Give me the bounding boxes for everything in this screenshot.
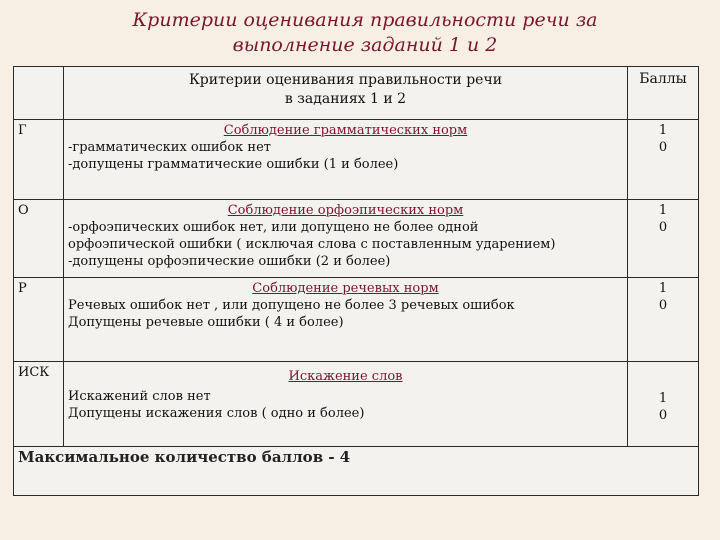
- max-score-cell: [14, 447, 699, 496]
- row-content: [64, 200, 628, 278]
- points-value: 0: [658, 140, 668, 155]
- row-content: [64, 362, 628, 447]
- max-score-text: Максимальное количество баллов - 4: [18, 448, 351, 466]
- criterion-line: -допущены орфоэпические ошибки (2 и более): [68, 254, 391, 269]
- section-title: Соблюдение орфоэпических норм: [227, 203, 464, 218]
- points-value: 0: [658, 408, 668, 423]
- header-empty-cell: [14, 67, 64, 120]
- criterion-line: -грамматических ошибок нет: [68, 140, 271, 155]
- row-code: Г: [14, 120, 64, 200]
- header-points-cell: Баллы: [628, 67, 699, 120]
- criterion-line: Искажений слов нет: [68, 389, 211, 404]
- criterion-line: Допущены искажения слов ( одно и более): [68, 406, 365, 421]
- row-points: [628, 278, 699, 362]
- section-title: Искажение слов: [288, 369, 403, 384]
- table-row: [14, 200, 699, 278]
- table-row: [14, 362, 699, 447]
- row-content: [64, 120, 628, 200]
- slide-title-line: Критерии оценивания правильности речи за: [132, 9, 598, 31]
- table-row: [14, 278, 699, 362]
- points-value: 1: [658, 281, 668, 296]
- points-value: 1: [658, 123, 668, 138]
- slide-title-line: выполнение заданий 1 и 2: [232, 34, 498, 56]
- header-criteria-cell: [64, 67, 628, 120]
- points-value: 0: [658, 298, 668, 313]
- section-title: Соблюдение грамматических норм: [223, 123, 468, 138]
- criterion-line: -орфоэпических ошибок нет, или допущено не более одной: [68, 220, 479, 235]
- row-points: [628, 200, 699, 278]
- row-code: ИСК: [14, 362, 64, 447]
- row-points: [628, 362, 699, 447]
- table-row: [14, 120, 699, 200]
- header-criteria-line: Критерии оценивания правильности речи: [188, 72, 503, 88]
- criterion-line: Речевых ошибок нет , или допущено не более 3 речевых ошибок: [68, 298, 515, 313]
- row-code: Р: [14, 278, 64, 362]
- criterion-line: Допущены речевые ошибки ( 4 и более): [68, 315, 344, 330]
- slide-title: [60, 8, 670, 58]
- row-points: [628, 120, 699, 200]
- row-code: О: [14, 200, 64, 278]
- points-value: 0: [658, 220, 668, 235]
- criterion-line: -допущены грамматические ошибки (1 и более): [68, 157, 399, 172]
- row-content: [64, 278, 628, 362]
- header-criteria-line: в заданиях 1 и 2: [284, 91, 407, 107]
- section-title: Соблюдение речевых норм: [252, 281, 439, 296]
- points-value: 1: [658, 391, 668, 406]
- table-header-row: [14, 67, 699, 120]
- criterion-line: орфоэпической ошибки ( исключая слова с поставленным ударением): [68, 237, 556, 252]
- criteria-table: [13, 66, 699, 496]
- points-value: 1: [658, 203, 668, 218]
- max-score-row: [14, 447, 699, 496]
